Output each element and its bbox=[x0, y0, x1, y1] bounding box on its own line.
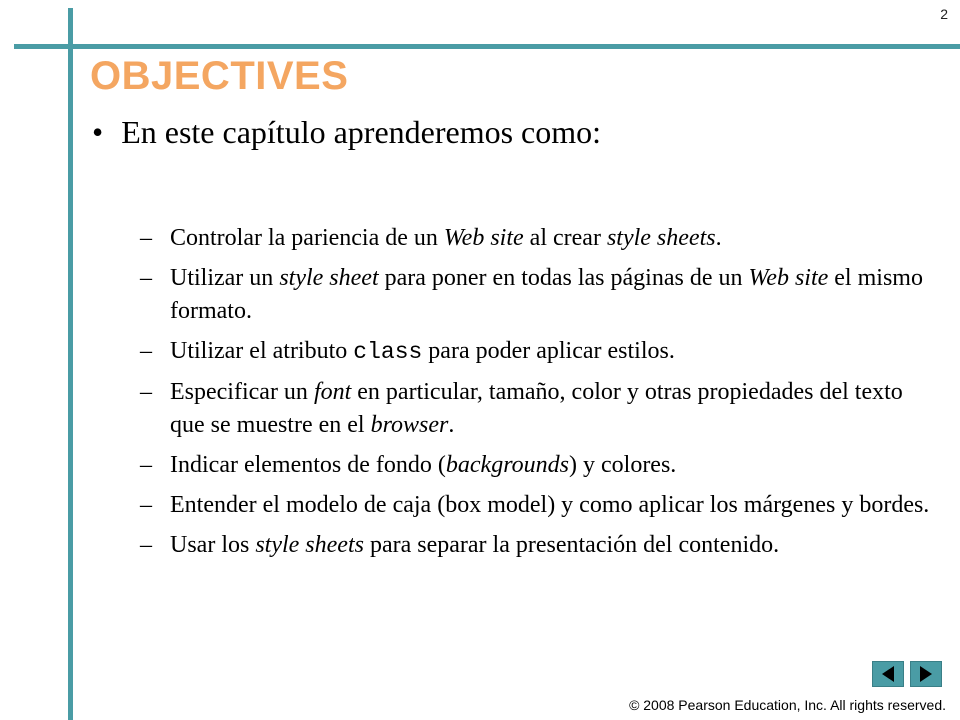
text-run: backgrounds bbox=[445, 452, 569, 478]
text-run: browser bbox=[370, 412, 449, 438]
text-run: Utilizar el atributo bbox=[170, 338, 354, 364]
list-item bbox=[140, 449, 940, 482]
text-run: Usar los bbox=[170, 532, 256, 558]
text-run: ) y colores. bbox=[569, 452, 677, 478]
list-item-text bbox=[170, 335, 940, 369]
text-run: style sheet bbox=[279, 265, 379, 291]
dash-marker: – bbox=[140, 492, 152, 518]
list-item bbox=[140, 489, 940, 522]
main-bullet bbox=[92, 114, 601, 151]
text-run: Utilizar un bbox=[170, 265, 280, 291]
list-item bbox=[140, 529, 940, 562]
text-run: al crear bbox=[523, 225, 607, 251]
text-run: Controlar la pariencia de un bbox=[170, 225, 444, 251]
copyright-notice: © 2008 Pearson Education, Inc. All rights reserved. bbox=[629, 697, 946, 713]
text-run: Indicar elementos de fondo ( bbox=[170, 452, 446, 478]
text-run: para separar la presentación del contenido. bbox=[363, 532, 780, 558]
list-item-text bbox=[170, 489, 940, 522]
text-run: Especificar un bbox=[170, 379, 314, 405]
bullet-symbol: • bbox=[92, 114, 104, 150]
text-run: para poder aplicar estilos. bbox=[422, 338, 675, 364]
objectives-list bbox=[140, 222, 940, 569]
bullet-text: En este capítulo aprenderemos como: bbox=[121, 114, 602, 150]
list-item bbox=[140, 335, 940, 369]
horizontal-rule bbox=[14, 44, 960, 49]
triangle-right-icon bbox=[911, 662, 941, 686]
text-run: Web site bbox=[748, 265, 829, 291]
dash-marker: – bbox=[140, 225, 152, 251]
slide-navigation bbox=[872, 661, 942, 687]
triangle-left-icon bbox=[873, 662, 903, 686]
text-run: para poner en todas las páginas de un bbox=[378, 265, 749, 291]
list-item bbox=[140, 222, 940, 255]
list-item-text bbox=[170, 529, 940, 562]
list-item-text bbox=[170, 449, 940, 482]
text-run: el mismo formato. bbox=[170, 265, 923, 324]
text-run: font bbox=[313, 379, 352, 405]
text-run: style sheets bbox=[255, 532, 364, 558]
text-run: Entender el modelo de caja (box model) y como aplicar los márgenes y bordes. bbox=[170, 492, 930, 518]
list-item-text bbox=[170, 222, 940, 255]
next-slide-button[interactable] bbox=[910, 661, 942, 687]
dash-marker: – bbox=[140, 265, 152, 291]
text-run: . bbox=[715, 225, 722, 251]
dash-marker: – bbox=[140, 532, 152, 558]
text-run: en particular, tamaño, color y otras propiedades del texto que se muestre en el bbox=[170, 379, 903, 438]
text-run: class bbox=[353, 339, 423, 365]
vertical-rule bbox=[68, 8, 73, 720]
dash-marker: – bbox=[140, 379, 152, 405]
list-item-text bbox=[170, 376, 940, 442]
list-item-text bbox=[170, 262, 940, 328]
dash-marker: – bbox=[140, 452, 152, 478]
slide-number: 2 bbox=[940, 6, 948, 22]
previous-slide-button[interactable] bbox=[872, 661, 904, 687]
text-run: style sheets bbox=[606, 225, 716, 251]
text-run: . bbox=[448, 412, 455, 438]
text-run: Web site bbox=[443, 225, 524, 251]
list-item bbox=[140, 262, 940, 328]
list-item bbox=[140, 376, 940, 442]
slide-title: OBJECTIVES bbox=[90, 54, 349, 98]
dash-marker: – bbox=[140, 338, 152, 364]
